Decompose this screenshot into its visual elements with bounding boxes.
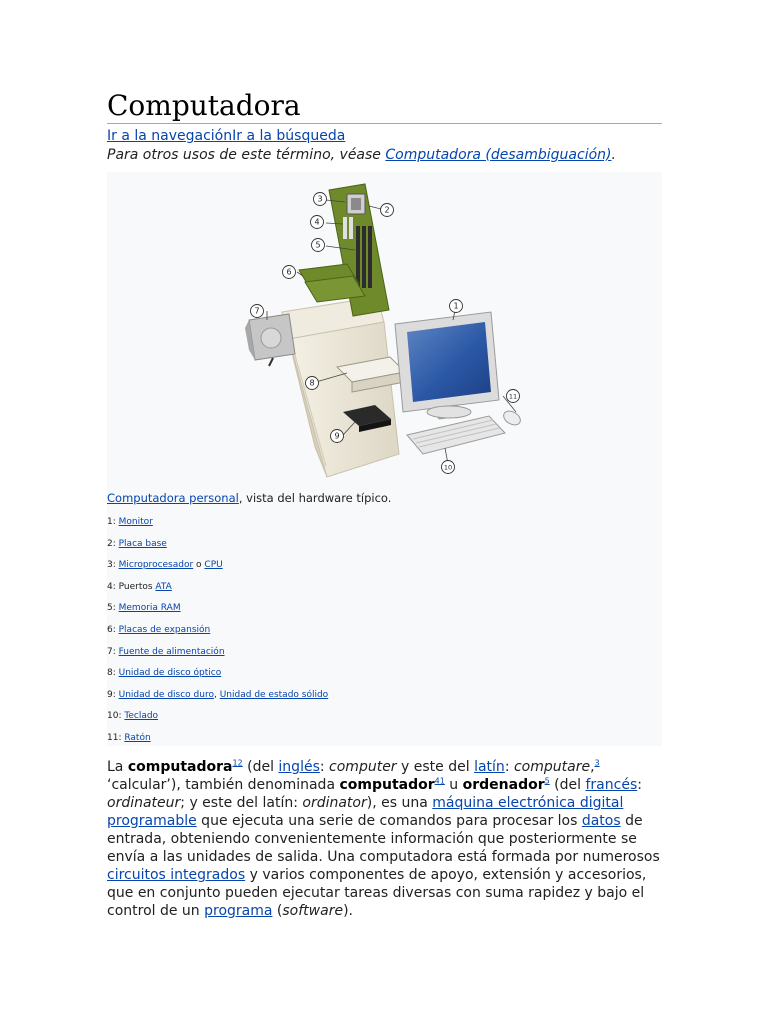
legend-item [107,709,328,731]
callout-number: 9 [334,431,340,441]
legend-number: 5: [107,603,119,614]
hatnote-suffix: . [611,147,616,163]
bold-term: ordenador [462,777,545,793]
title-divider [107,123,662,124]
reference-link[interactable]: 5 [544,776,550,786]
italic-term: computare [513,759,591,775]
legend-item [107,537,328,559]
reference-link[interactable]: 41 [434,776,445,786]
callout-marker [450,300,463,313]
legend-number: 11: [107,732,125,743]
legend-item [107,580,328,602]
callout-marker [306,377,319,390]
callout-marker [283,266,296,279]
legend-item [107,645,328,667]
callout-number: 5 [315,240,321,250]
link-datos[interactable]: datos [581,813,621,829]
legend-number: 3: [107,560,119,571]
text: , [590,759,595,775]
italic-term: ordinator [302,795,367,811]
callout-number: 6 [286,267,292,277]
legend-number: 10: [107,711,125,722]
bold-term: computador [339,777,435,793]
tower-case [282,297,399,477]
reference-link[interactable]: 12 [232,758,243,768]
jump-links [107,127,345,145]
legend-link[interactable]: Unidad de estado sólido [219,689,329,700]
mouse [501,408,523,427]
callout-number: 1 [453,301,459,311]
legend-link[interactable]: Monitor [118,517,153,527]
callout-number: 11 [508,392,518,401]
text: u [444,777,463,793]
callout-marker [251,305,264,318]
legend-item [107,731,328,753]
legend-number: 4: [107,581,119,592]
caption-personal-computer-link[interactable]: Computadora personal [107,491,239,505]
caption-text: , vista del hardware típico. [238,491,392,505]
link-frances[interactable]: francés [585,777,638,793]
text: (del [549,777,586,793]
legend-number: 9: [107,689,119,700]
hardware-legend [107,515,328,753]
monitor [395,312,499,419]
legend-prefix: Puertos [118,581,156,592]
legend-number: 2: [107,538,119,549]
link-maquina-electronica[interactable]: máquina electrónica digital programable [107,795,624,829]
keyboard [407,416,505,454]
text: que ejecuta una serie de comandos para procesar los [196,813,582,829]
pc-hardware-illustration [107,172,662,487]
reference-link[interactable]: 3 [594,758,600,768]
legend-number: 7: [107,646,119,657]
legend-link[interactable]: Unidad de disco duro [118,689,214,700]
text: ( [272,903,283,919]
legend-link[interactable]: Unidad de disco óptico [118,668,222,679]
callout-number: 2 [384,205,390,215]
legend-item [107,558,328,580]
jump-to-search-link[interactable]: Ir a la búsqueda [232,128,346,144]
text: La [107,759,128,775]
text: (del [242,759,279,775]
callout-marker [314,193,327,206]
legend-number: 8: [107,668,119,679]
italic-term: ordinateur [107,795,181,811]
italic-term: computer [329,759,397,775]
legend-separator: , [213,689,220,700]
text: de entrada, obteniendo convenientemente información que posteriormente se envía a las unidades de salida. Una computadora está formada por numerosos [107,813,660,865]
legend-number: 6: [107,624,119,635]
callout-marker [507,390,520,403]
link-circuitos-integrados[interactable]: circuitos integrados [107,867,246,883]
legend-link[interactable]: Memoria RAM [118,603,181,614]
legend-item [107,666,328,688]
hatnote [107,146,616,164]
text: : [504,759,514,775]
text: : [319,759,330,775]
callout-number: 4 [314,217,320,227]
legend-item [107,688,328,710]
callout-number: 8 [309,378,315,388]
callout-marker [442,461,455,474]
callout-marker [311,216,324,229]
legend-item [107,515,328,537]
legend-link[interactable]: Placa base [118,538,167,549]
legend-link[interactable]: Teclado [124,711,159,722]
legend-link[interactable]: ATA [155,581,172,592]
italic-term: software [282,903,344,919]
callout-number: 10 [443,463,453,472]
text: ‘calcular’), también denominada [107,777,340,793]
callout-number: 7 [254,306,260,316]
text: y este del [396,759,475,775]
callout-marker [331,430,344,443]
text: ), es una [366,795,433,811]
callout-number: 3 [317,194,323,204]
legend-link[interactable]: Microprocesador [118,560,194,571]
legend-link[interactable]: Placas de expansión [118,624,211,635]
link-ingles[interactable]: inglés [278,759,320,775]
text: y varios componentes de apoyo, extensión y accesorios, que en conjunto pueden ejecutar tareas diversas con suma rapidez y bajo el control de un [107,867,647,919]
legend-separator: o [193,560,205,571]
figure-caption [107,491,391,505]
link-programa[interactable]: programa [204,903,273,919]
text: ). [343,903,353,919]
hardware-figure [107,172,662,746]
legend-item [107,623,328,645]
lead-paragraph [107,758,667,920]
legend-link[interactable]: CPU [204,560,223,571]
page-title: Computadora [107,89,301,122]
callout-marker [312,239,325,252]
legend-link[interactable]: Ratón [124,732,151,743]
text: ; y este del latín: [180,795,303,811]
callout-marker [381,204,394,217]
legend-item [107,601,328,623]
hatnote-prefix: Para otros usos de este término, véase [107,147,386,163]
jump-to-navigation-link[interactable]: Ir a la navegación [107,128,233,144]
legend-link[interactable]: Fuente de alimentación [118,646,225,657]
disambiguation-link[interactable]: Computadora (desambiguación) [385,147,612,163]
bold-term: computadora [127,759,233,775]
link-latin[interactable]: latín [474,759,505,775]
legend-number: 1: [107,517,119,527]
text: : [637,777,642,793]
power-supply [245,314,295,366]
